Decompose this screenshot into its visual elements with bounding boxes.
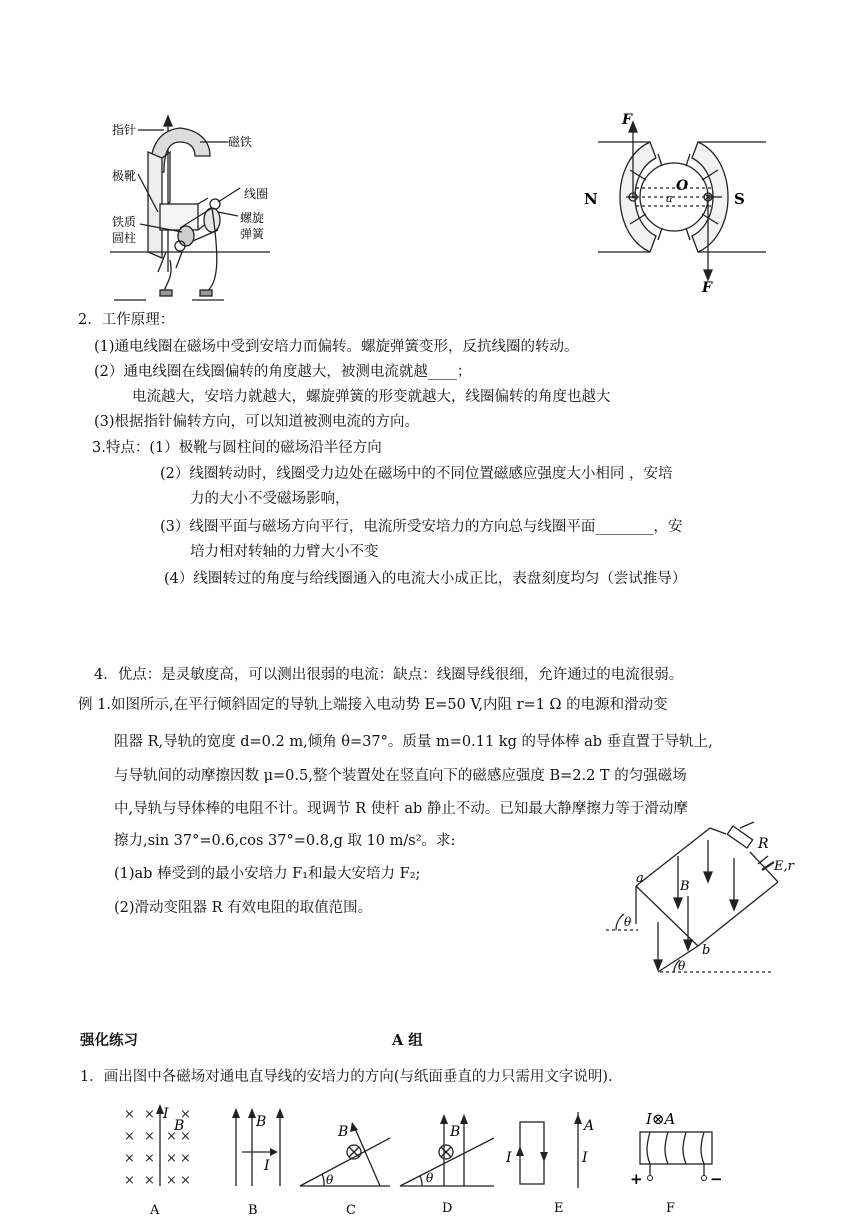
fig-e-a: A [584, 1118, 595, 1134]
fig-a-i: I [163, 1106, 169, 1122]
section-2-title: 2．工作原理： [78, 312, 175, 328]
example-line-3: 与导轨间的动摩擦因数 μ=0.5,整个装置处在竖直向下的磁感应强度 B=2.2 T 的匀强磁场 [114, 768, 687, 784]
section-3-p3b: 培力相对转轴的力臂大小不变 [190, 544, 379, 560]
label-s-pole: S [734, 190, 745, 208]
fig-c-theta: θ [326, 1173, 334, 1187]
fig-f-current: I⊗A [646, 1110, 676, 1128]
label-f-top: F [622, 112, 632, 128]
label-pole-shoe: 极靴 [112, 169, 137, 183]
fig-e [500, 1102, 610, 1216]
svg-text:×: × [124, 1129, 135, 1144]
fig-e-i-wire: I [582, 1150, 588, 1166]
radial-field-figure [580, 110, 780, 296]
fig-d-b: B [450, 1124, 461, 1140]
svg-text:×: × [180, 1173, 191, 1188]
label-coil: 线圈 [244, 187, 269, 201]
svg-text:×: × [166, 1129, 177, 1144]
fig-b-i: I [264, 1158, 270, 1174]
section-3-p2a: (2）线圈转动时，线圈受力边处在磁场中的不同位置磁感应强度大小相同 ，安培 [160, 466, 673, 482]
label-b-field: B [680, 879, 690, 894]
example-line-2: 阻器 R,导轨的宽度 d=0.2 m,倾角 θ=37°。质量 m=0.11 kg 的导体棒 ab 垂直置于导轨上, [114, 734, 713, 750]
svg-text:×: × [124, 1107, 135, 1122]
fig-f [624, 1102, 723, 1216]
fig-e-i-loop: I [506, 1150, 512, 1166]
section-3-p2b: 力的大小不受磁场影响， [190, 491, 350, 507]
label-iron-core-1: 铁质 [112, 215, 137, 229]
fig-f-plus: + [630, 1170, 643, 1188]
practice-title: 强化练习 [80, 1032, 138, 1049]
fig-c-b: B [338, 1124, 349, 1140]
galvanometer-figure [100, 112, 290, 304]
label-magnet: 磁铁 [228, 135, 253, 149]
section-2-p3: (3)根据指针偏转方向，可以知道被测电流的方向。 [94, 414, 420, 430]
label-f-bottom: F [702, 280, 712, 296]
label-spring-2: 弹簧 [240, 227, 265, 241]
fig-b-label: B [248, 1203, 258, 1216]
svg-text:×: × [166, 1151, 177, 1166]
practice-group: A 组 [392, 1032, 423, 1049]
svg-text:×: × [180, 1107, 191, 1122]
svg-text:×: × [144, 1107, 155, 1122]
section-3-title: 3.特点：(1）极靴与圆柱间的磁场沿半径方向 [92, 440, 382, 456]
example-question-2: (2)滑动变阻器 R 有效电阻的取值范围。 [114, 900, 373, 916]
svg-text:×: × [124, 1151, 135, 1166]
svg-text:×: × [144, 1151, 155, 1166]
example-question-1: (1)ab 棒受到的最小安培力 F₁和最大安培力 F₂; [114, 866, 421, 882]
svg-text:×: × [180, 1151, 191, 1166]
section-3-p4: (4）线圈转过的角度与给线圈通入的电流大小成正比，表盘刻度均匀（尝试推导） [164, 571, 687, 587]
svg-text:×: × [180, 1129, 191, 1144]
fig-a-label: A [150, 1203, 160, 1216]
section-2-p2: (2）通电线圈在线圈偏转的角度越大，被测电流就越____； [94, 364, 472, 380]
fig-b-b: B [256, 1114, 267, 1130]
fig-d-theta: θ [426, 1171, 434, 1185]
label-theta-1: θ [624, 915, 632, 929]
fig-c [296, 1102, 396, 1216]
fig-e-label: E [554, 1201, 564, 1216]
example-line-1: 例 1.如图所示,在平行倾斜固定的导轨上端接入电动势 E=50 V,内阻 r=1 Ω 的电源和滑动变 [78, 697, 668, 713]
label-b-end: b [702, 943, 711, 958]
section-3-p3a: (3）线圈平面与磁场方向平行，电流所受安培力的方向总与线圈平面________，安 [160, 519, 683, 535]
fig-c-label: C [346, 1203, 356, 1216]
section-2-p1: (1)通电线圈在磁场中受到安培力而偏转。螺旋弹簧变形，反抗线圈的转动。 [94, 339, 579, 355]
label-a: a [666, 192, 673, 205]
fig-d-label: D [442, 1201, 453, 1216]
label-o: O [676, 178, 689, 194]
fig-f-label: F [666, 1201, 676, 1216]
fig-b [228, 1102, 288, 1216]
svg-text:×: × [166, 1173, 177, 1188]
label-e-r: E,r [774, 859, 794, 874]
label-theta-2: θ [678, 959, 686, 973]
fig-d [398, 1102, 498, 1216]
example-line-4: 中,导轨与导体棒的电阻不计。现调节 R 使杆 ab 静止不动。已知最大静摩擦力等于滑动摩 [114, 801, 688, 817]
label-iron-core-2: 圆柱 [112, 231, 137, 245]
fig-f-minus: − [710, 1170, 723, 1188]
practice-question-1: 1．画出图中各磁场对通电直导线的安培力的方向(与纸面垂直的力只需用文字说明). [80, 1069, 613, 1085]
label-r: R [758, 836, 769, 852]
incline-rails-figure [598, 826, 798, 976]
label-pointer: 指针 [112, 123, 137, 137]
svg-text:×: × [124, 1173, 135, 1188]
label-a-end: a [636, 871, 644, 886]
section-4: 4．优点：是灵敏度高，可以测出很弱的电流：缺点：线圈导线很细，允许通过的电流很弱。 [94, 667, 684, 683]
svg-text:×: × [144, 1129, 155, 1144]
label-spring-1: 螺旋 [240, 211, 265, 225]
fig-a-b: B [174, 1118, 185, 1134]
section-2-p2b: 电流越大，安培力就越大，螺旋弹簧的形变就越大，线圈偏转的角度也越大 [132, 389, 611, 405]
fig-a [118, 1102, 208, 1216]
label-n-pole: N [584, 190, 598, 208]
svg-text:×: × [144, 1173, 155, 1188]
example-line-5: 擦力,sin 37°=0.6,cos 37°=0.8,g 取 10 m/s²。求: [114, 833, 456, 849]
